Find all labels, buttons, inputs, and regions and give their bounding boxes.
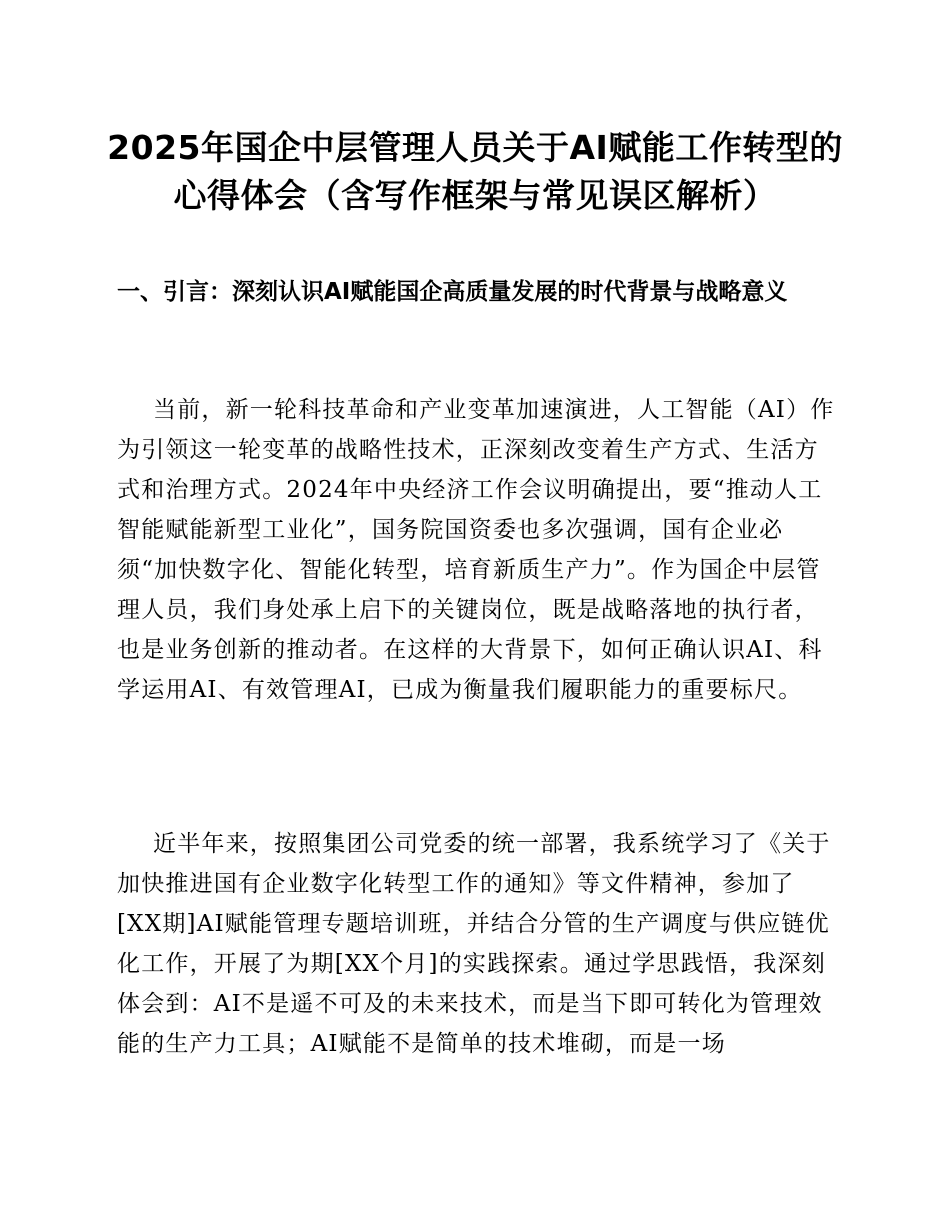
document-title: 2025年国企中层管理人员关于AI赋能工作转型的心得体会（含写作框架与常见误区解析）	[107, 128, 843, 215]
section-heading: 一、引言：深刻认识AI赋能国企高质量发展的时代背景与战略意义	[117, 279, 788, 305]
body-paragraph-1: 当前，新一轮科技革命和产业变革加速演进，人工智能（AI）作为引领这一轮变革的战略性技术，正深刻改变着生产方式、生活方式和治理方式。2024年中央经济工作会议明确提出，要“推动人工智能赋能新型工业化”，国务院国资委也多次强调，国有企业必须“加快数字化、智能化转型，培育新质生产力”。作为国企中层管理人员，我们身处承上启下的关键岗位，既是战略落地的执行者，也是业务创新的推动者。在这样的大背景下，如何正确认识AI、科学运用AI、有效管理AI，已成为衡量我们履职能力的重要标尺。	[117, 397, 835, 703]
body-paragraph-2: 近半年来，按照集团公司党委的统一部署，我系统学习了《关于加快推进国有企业数字化转型工作的通知》等文件精神，参加了[XX期]AI赋能管理专题培训班，并结合分管的生产调度与供应链优化工作，开展了为期[XX个月]的实践探索。通过学思践悟，我深刻体会到：AI不是遥不可及的未来技术，而是当下即可转化为管理效能的生产力工具；AI赋能不是简单的技术堆砌，而是一场	[117, 831, 831, 1057]
